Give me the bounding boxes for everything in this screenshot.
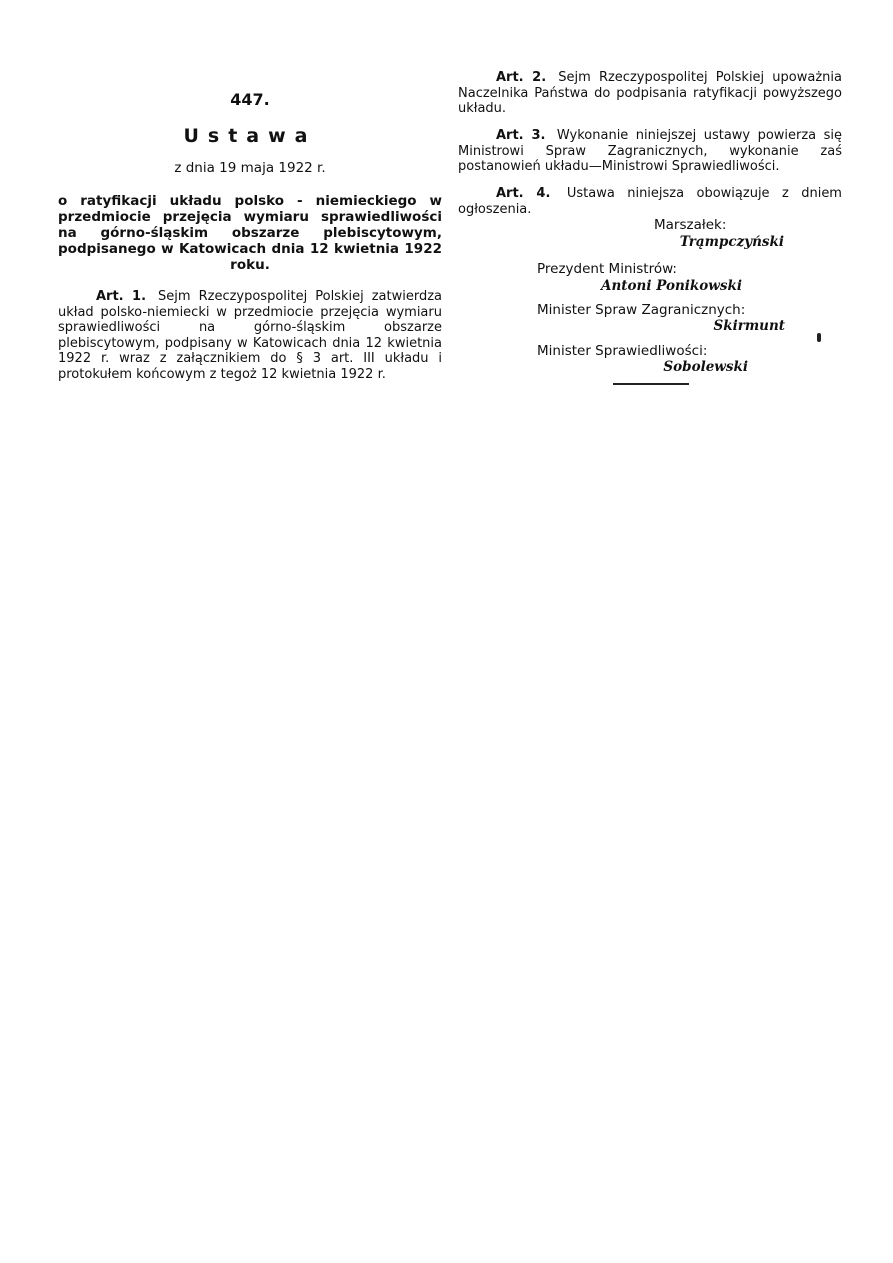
signature-role-marshal: Marszałek: xyxy=(654,217,727,233)
article-2-label: Art. 2. xyxy=(496,70,547,85)
article-4-label: Art. 4. xyxy=(496,186,551,201)
article-2 xyxy=(458,70,842,117)
act-title: Ustawa xyxy=(183,125,317,147)
signature-role-foreign-minister: Minister Spraw Zagranicznych: xyxy=(537,302,746,318)
article-2-text: Sejm Rzeczypospolitej Polskiej upoważnia Naczelnika Państwa do podpisania ratyfikacji powyższego układu. xyxy=(458,70,842,117)
signature-role-prime-minister: Prezydent Ministrów: xyxy=(537,261,677,277)
article-3 xyxy=(458,128,842,175)
closing-rule xyxy=(613,383,689,385)
signature-name-foreign-minister: Skirmunt xyxy=(713,318,785,334)
article-1 xyxy=(58,289,442,383)
article-3-text: Wykonanie niniejszej ustawy powierza się Ministrowi Spraw Zagranicznych, wykonanie zaś postanowień układu—Ministrowi Sprawiedliwości. xyxy=(458,128,842,175)
signature-name-marshal: Trąmpczyński xyxy=(679,234,784,250)
signature-role-justice-minister: Minister Sprawiedliwości: xyxy=(537,343,708,359)
article-4-text: Ustawa niniejsza obowiązuje z dniem ogłoszenia. xyxy=(458,186,842,217)
signature-name-justice-minister: Sobolewski xyxy=(663,359,748,375)
article-1-label: Art. 1. xyxy=(96,289,147,304)
article-3-label: Art. 3. xyxy=(496,128,546,143)
act-date: z dnia 19 maja 1922 r. xyxy=(174,160,326,176)
article-4 xyxy=(458,186,842,217)
act-subject: o ratyfikacji układu polsko - niemieckiego w przedmiocie przejęcia wymiaru sprawiedliwości na górno-śląskim obszarze plebiscytowym, podpisanego w Katowicach dnia 12 kwietnia 1922 roku. xyxy=(58,193,442,273)
act-number: 447. xyxy=(230,90,270,109)
signature-name-prime-minister: Antoni Ponikowski xyxy=(601,278,742,294)
ink-speck xyxy=(817,333,821,342)
article-1-text: Sejm Rzeczypospolitej Polskiej zatwierdza układ polsko-niemiecki w przedmiocie przejęcia wymiaru sprawiedliwości na górno-śląskim obszarze plebiscytowym, podpisany w Katowicach dnia 12 kwietnia 1922 r. wraz z załącznikiem do § 3 art. III układu i protokułem końcowym z tegoż 12 kwietnia 1922 r. xyxy=(58,289,442,382)
